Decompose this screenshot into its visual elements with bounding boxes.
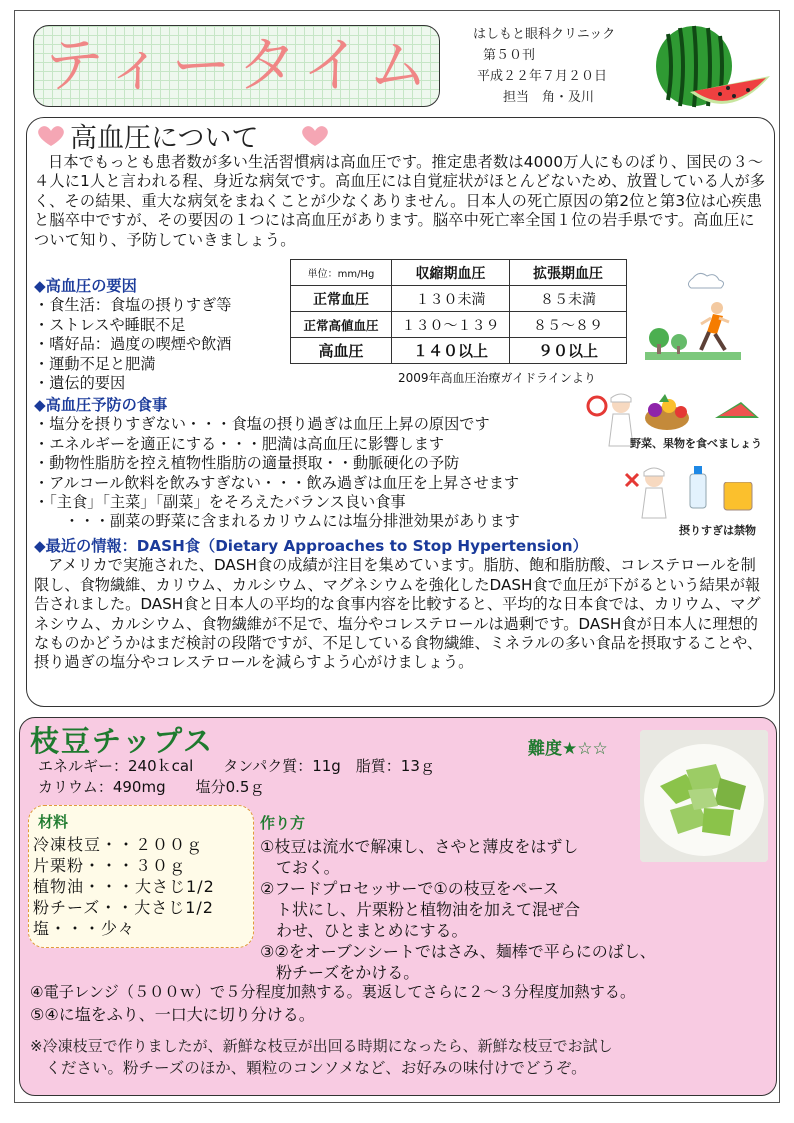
ingredient-item: 塩・・・少々 (33, 919, 136, 938)
step-line: ③②をオーブンシートではさみ、麺棒で平らにのばし、 (260, 942, 656, 961)
ingredient-item: 片栗粉・・・３０ｇ (33, 856, 187, 875)
list-item: ・食生活：食塩の摂りすぎ等 (34, 296, 232, 315)
list-item: ・エネルギーを適正にする・・・肥満は高血圧に影響します (34, 434, 445, 453)
column-header: 拡張期血圧 (510, 260, 627, 286)
heart-icon (298, 124, 332, 148)
table-unit: 単位：mm/Hg (291, 260, 392, 286)
recipe-note: ください。粉チーズのほか、顆粒のコンソメなど、お好みの味付けでどうぞ。 (30, 1059, 587, 1077)
newsletter-title: ティータイム (44, 31, 434, 101)
edamame-chips-photo (640, 730, 768, 862)
column-header: 収縮期血圧 (392, 260, 510, 286)
dash-paragraph: アメリカで実施された、DASH食の成績が注目を集めています。脂肪、飽和脂肪酸、コレステロールを制限し、食物繊維、カリウム、カルシウム、マグネシウムを強化したDASH食で血圧が下がるという結果が報告されました。DASH食と日本人の平均的な食事内容を比較すると、平均的な日本食では、カリウム、マグネシウム、カルシウム、食物繊維が不足で、塩分やコレステロールは過剰です。DASH食が日本人に理想的なものかどうかはまだ検討の段階ですが、不足している食物繊維、ミネラルの多い食品を摂取することや、摂り過ぎの塩分やコレステロールを減らすよう心がけましょう。 (34, 556, 763, 672)
list-item: ・アルコール飲料を飲みすぎない・・・飲み過ぎは血圧を上昇させます (34, 473, 520, 492)
step-line: ④電子レンジ（５００ｗ）で５分程度加熱する。裏返してさらに２～３分程度加熱する。 (30, 983, 636, 1001)
jogging-person-illustration (645, 268, 741, 368)
nurse-prohibit-illustration (620, 460, 776, 524)
blood-pressure-table (290, 259, 627, 364)
step-line: ①枝豆は流水で解凍し、さやと薄皮をはずし (260, 837, 579, 856)
list-item: ・ストレスや睡眠不足 (34, 315, 186, 334)
intro-paragraph: 日本でもっとも患者数が多い生活習慣病は高血圧です。推定患者数は4000万人にものぼり、国民の３～４人に1人と言われる程、身近な病気です。高血圧には自覚症状がほとんどないため、放置している人が多く、その結果、重大な病気をまねくことが少なくありません。日本人の死亡原因の第2位と第3位は心疾患と脳卒中ですが、その要因の１つには高血圧があります。脳卒中死亡率全国１位の岩手県です。高血圧について知り、予防していきましょう。 (34, 153, 766, 249)
row-label: 高血圧 (291, 338, 392, 364)
clinic-name: はしもと眼科クリニック (473, 27, 616, 42)
recipe-note: ※冷凍枝豆で作りましたが、新鮮な枝豆が出回る時期になったら、新鮮な枝豆でお試し (30, 1037, 613, 1055)
causes-title: ◆高血圧の要因 (34, 277, 137, 295)
recipe-title: 枝豆チップス (30, 724, 214, 758)
list-item: ・遺伝的要因 (34, 374, 126, 393)
table-cell: １３０～１３９ (392, 312, 510, 338)
vegetable-caption: 野菜、果物を食べましょう (630, 437, 762, 450)
ingredient-item: 冷凍枝豆・・２００ｇ (33, 835, 204, 854)
table-row (291, 338, 627, 364)
diet-list (34, 396, 520, 532)
list-item: ・塩分を摂りすぎない・・・食塩の摂り過ぎは血圧上昇の原因です (34, 415, 490, 434)
dash-title: ◆最近の情報：DASH食（Dietary Approaches to Stop Hypertension） (34, 537, 588, 555)
list-item: ・「主食」「主菜」「副菜」をそろえたバランス良い食事 (34, 493, 406, 512)
table-cell: １３０未満 (392, 286, 510, 312)
issue-date: 平成２２年７月２０日 (477, 69, 608, 84)
causes-list (34, 277, 231, 393)
prohibit-caption: 摂りすぎは禁物 (679, 524, 756, 537)
header-info (463, 24, 643, 108)
ingredient-item: 植物油・・・大さじ1/2 (33, 877, 215, 896)
step-line: ておく。 (260, 858, 340, 877)
diet-title: ◆高血圧予防の食事 (34, 396, 168, 414)
list-item: ・運動不足と肥満 (34, 354, 156, 373)
table-cell: ８５未満 (510, 286, 627, 312)
row-label: 正常高値血圧 (291, 312, 392, 338)
step-line: ⑤④に塩をふり、一口大に切り分ける。 (30, 1005, 315, 1024)
difficulty-rating: 難度★☆☆ (528, 739, 608, 759)
list-item: ・動物性脂肪を控え植物性脂肪の適量摂取・・動脈硬化の予防 (34, 454, 460, 473)
ingredients-title: 材料 (38, 813, 69, 831)
watermelon-illustration (650, 22, 774, 114)
table-row (291, 312, 627, 338)
staff-names: 担当 角・及川 (503, 90, 595, 105)
table-cell: １４０以上 (392, 338, 510, 364)
list-item: ・嗜好品：過度の喫煙や飲酒 (34, 335, 232, 354)
heart-icon (34, 124, 68, 148)
step-line: ト状にし、片栗粉と植物油を加えて混ぜ合 (260, 900, 581, 919)
table-cell: ８５～８９ (510, 312, 627, 338)
section-heading: 高血圧について (70, 123, 259, 154)
step-line: 粉チーズをかける。 (260, 963, 420, 982)
table-cell: ９０以上 (510, 338, 627, 364)
step-line: わせ、ひとまとめにする。 (260, 921, 468, 940)
step-line: ②フードプロセッサーで①の枝豆をペース (260, 879, 559, 898)
list-item: ・・・副菜の野菜に含まれるカリウムには塩分排泄効果があります (34, 512, 520, 531)
table-row (291, 286, 627, 312)
table-caption: 2009年高血圧治療ガイドラインより (398, 371, 596, 385)
issue-number: 第５０刊 (483, 48, 536, 63)
title-box (33, 25, 440, 107)
nutrition-line: エネルギー：240ｋcal タンパク質：11g 脂質：13ｇ (38, 757, 435, 775)
nutrition-line: カリウム：490mg 塩分0.5ｇ (38, 778, 265, 796)
dash-block (34, 537, 768, 673)
ingredient-item: 粉チーズ・・大さじ1/2 (33, 898, 214, 917)
steps-title: 作り方 (260, 814, 306, 832)
row-label: 正常血圧 (291, 286, 392, 312)
